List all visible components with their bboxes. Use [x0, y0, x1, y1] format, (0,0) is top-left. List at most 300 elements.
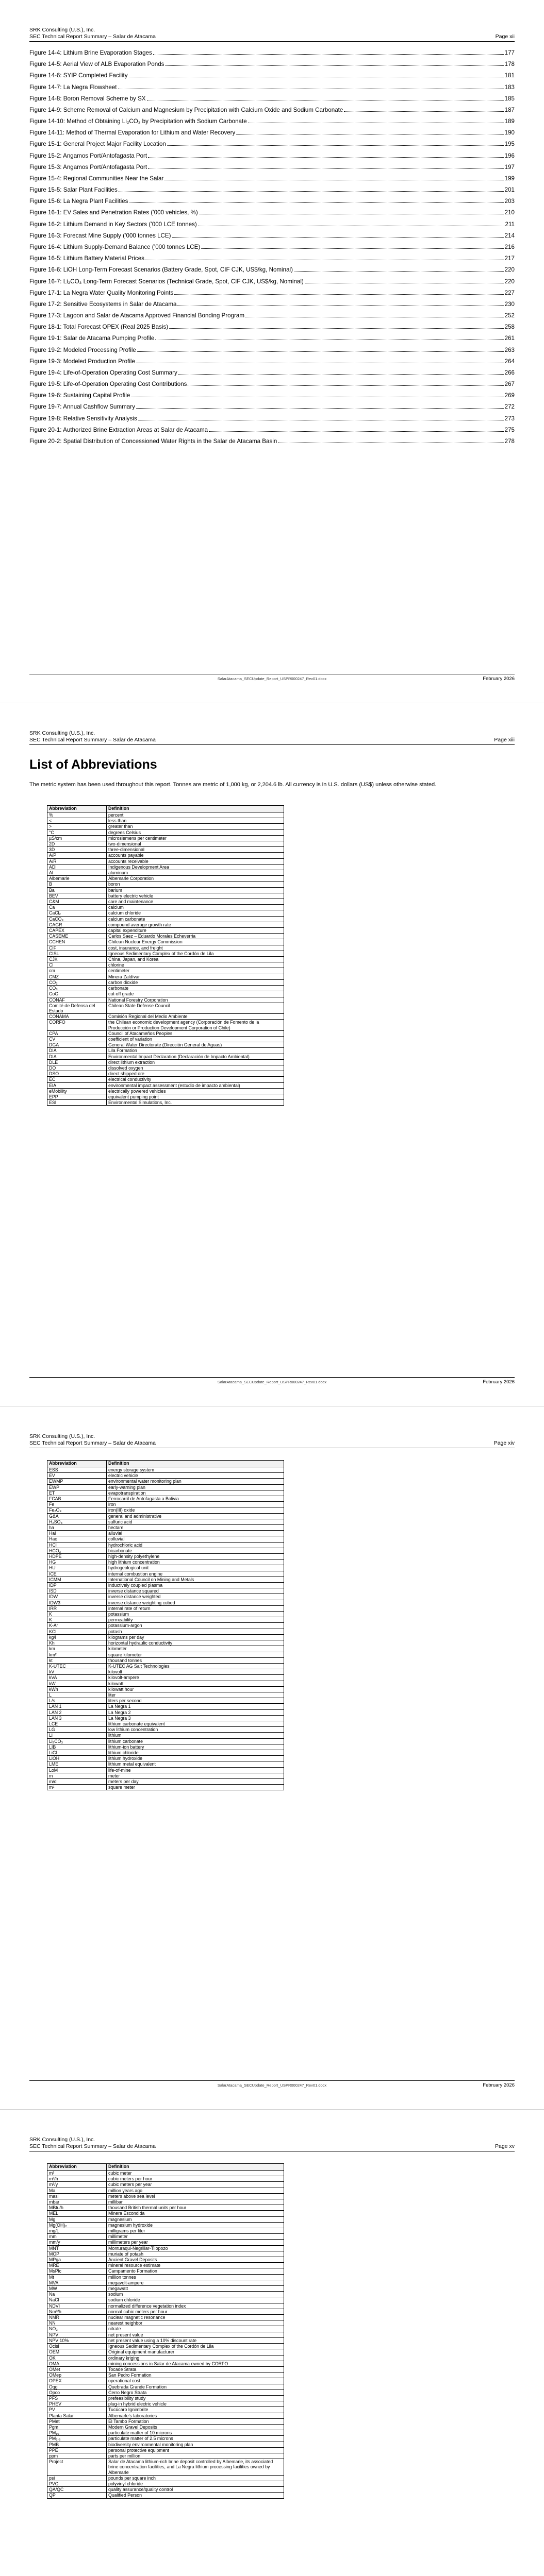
- definition-cell: inverse distance weighted: [107, 1594, 284, 1600]
- figure-list-item[interactable]: [29, 321, 515, 333]
- table-row: [47, 1663, 284, 1669]
- column-header-abbreviation: Abbreviation: [47, 2164, 107, 2171]
- table-row: [47, 979, 284, 985]
- figure-title: Figure 16-5: Lithium Battery Material Prices: [29, 255, 144, 262]
- table-row: [47, 1686, 284, 1692]
- figure-title: Figure 14-10: Method of Obtaining Li₂CO₃ by Precipitation with Sodium Carbonate: [29, 117, 247, 125]
- table-row: [47, 1548, 284, 1553]
- abbreviation-cell: NaCl: [47, 2297, 107, 2303]
- definition-cell: Tocade Strata: [107, 2366, 284, 2372]
- definition-cell: operational cost: [107, 2378, 284, 2384]
- abbreviation-cell: IDW: [47, 1594, 107, 1600]
- table-row: [47, 1042, 284, 1048]
- abbreviation-cell: NMR: [47, 2315, 107, 2320]
- abbreviation-cell: 2D: [47, 841, 107, 847]
- figure-list-item[interactable]: [29, 47, 515, 59]
- abbreviation-cell: G&A: [47, 1513, 107, 1519]
- page-number: Page xii: [495, 33, 515, 40]
- table-row: [47, 2401, 284, 2407]
- figure-page-number: 267: [504, 381, 515, 388]
- figure-page-number: 177: [504, 49, 515, 56]
- abbreviation-cell: Hal: [47, 1531, 107, 1536]
- figure-title: Figure 16-3: Forecast Mine Supply (’000 tonnes LCE): [29, 232, 171, 239]
- definition-cell: meters above sea level: [107, 2193, 284, 2199]
- abbreviation-cell: Mg: [47, 2216, 107, 2222]
- figure-title: Figure 15-5: Salar Plant Facilities: [29, 187, 118, 194]
- table-row: [47, 1733, 284, 1738]
- definition-cell: iron: [107, 1502, 284, 1507]
- figure-list-item[interactable]: [29, 264, 515, 276]
- definition-cell: inverse distance weighting cubed: [107, 1600, 284, 1605]
- table-row: [47, 2205, 284, 2211]
- table-row: [47, 905, 284, 910]
- table-row: [47, 2430, 284, 2436]
- abbreviation-cell: CO₃: [47, 986, 107, 991]
- figure-list-item[interactable]: [29, 105, 515, 116]
- figure-list-item[interactable]: [29, 425, 515, 436]
- figure-list-item[interactable]: [29, 253, 515, 264]
- abbreviation-cell: A/R: [47, 858, 107, 864]
- abbreviation-cell: IRR: [47, 1605, 107, 1611]
- abbreviation-cell: CO₂: [47, 979, 107, 985]
- abbreviation-cell: DGA: [47, 1042, 107, 1048]
- abbreviation-cell: CONAMA: [47, 1014, 107, 1020]
- definition-cell: centimeter: [107, 968, 284, 974]
- table-row: [47, 2176, 284, 2182]
- abbreviation-cell: kV: [47, 1669, 107, 1675]
- abbreviation-cell: PMB: [47, 2442, 107, 2447]
- column-header-abbreviation: Abbreviation: [47, 806, 107, 812]
- report-title: SEC Technical Report Summary – Salar de Atacama: [29, 2143, 156, 2149]
- figure-page-number: 189: [504, 117, 515, 125]
- table-row: [47, 812, 284, 818]
- abbreviation-cell: OMet: [47, 2366, 107, 2372]
- definition-cell: magnesium hydroxide: [107, 2222, 284, 2228]
- figure-list-item[interactable]: [29, 59, 515, 70]
- leader-dots: [136, 408, 504, 409]
- figure-list-item[interactable]: [29, 173, 515, 184]
- definition-cell: Albemarle’s laboratories: [107, 2413, 284, 2418]
- definition-cell: calcium carbonate: [107, 916, 284, 922]
- leader-dots: [172, 237, 504, 238]
- table-row: [47, 1479, 284, 1484]
- figure-title: Figure 15-1: General Project Major Facility Location: [29, 141, 166, 148]
- figure-page-number: 273: [504, 415, 515, 422]
- definition-cell: calcium: [107, 905, 284, 910]
- figure-title: Figure 16-4: Lithium Supply-Demand Balance (’000 tonnes LCE): [29, 244, 201, 250]
- table-row: [47, 1036, 284, 1042]
- table-row: [47, 1565, 284, 1571]
- abbreviation-cell: mm/y: [47, 2240, 107, 2245]
- definition-cell: lithium hydroxide: [107, 1756, 284, 1761]
- definition-cell: kilograms per day: [107, 1634, 284, 1640]
- definition-cell: biodiversity environmental monitoring plan: [107, 2442, 284, 2447]
- definition-cell: nuclear magnetic resonance: [107, 2315, 284, 2320]
- abbreviation-cell: L: [47, 1692, 107, 1698]
- figure-list-item[interactable]: [29, 82, 515, 93]
- figure-title: Figure 19-3: Modeled Production Profile: [29, 358, 135, 365]
- figure-list-item[interactable]: [29, 379, 515, 390]
- column-header-abbreviation: Abbreviation: [47, 1461, 107, 1467]
- table-row: [47, 864, 284, 870]
- definition-cell: meter: [107, 1773, 284, 1778]
- figure-list-item[interactable]: [29, 139, 515, 150]
- figure-list-item[interactable]: [29, 287, 515, 299]
- abbreviation-cell: NDVI: [47, 2303, 107, 2309]
- figure-list-item[interactable]: [29, 116, 515, 127]
- table-row: [47, 1077, 284, 1082]
- definition-cell: potash: [107, 1629, 284, 1634]
- definition-cell: Qualified Person: [107, 2493, 284, 2498]
- definition-cell: Salar de Atacama lithium-rich brine deposit controlled by Albemarle, its associated brine concentration facilities, and La Negra lithium processing facilities owned by Albemarle: [107, 2459, 284, 2476]
- table-row: [47, 2481, 284, 2486]
- table-row: [47, 1675, 284, 1681]
- table-row: [47, 1583, 284, 1588]
- abbreviation-cell: eMobility: [47, 1088, 107, 1094]
- figure-title: Figure 18-1: Total Forecast OPEX (Real 2025 Basis): [29, 324, 169, 331]
- definition-cell: environmental water monitoring plan: [107, 1479, 284, 1484]
- abbreviation-cell: DSO: [47, 1071, 107, 1077]
- abbreviation-cell: CISL: [47, 951, 107, 956]
- abbreviation-cell: Cl: [47, 962, 107, 968]
- definition-cell: high-density polyethylene: [107, 1554, 284, 1560]
- abbreviation-cell: CONAF: [47, 997, 107, 1003]
- definition-cell: battery electric vehicle: [107, 893, 284, 899]
- abbreviation-cell: MW: [47, 2286, 107, 2292]
- figure-page-number: 201: [504, 187, 515, 194]
- table-row: [47, 945, 284, 951]
- abbreviation-cell: CAPEX: [47, 928, 107, 934]
- table-row: [47, 893, 284, 899]
- abbreviation-cell: CoG: [47, 991, 107, 997]
- figure-list-item[interactable]: [29, 242, 515, 253]
- definition-cell: direct lithium extraction: [107, 1059, 284, 1065]
- abbreviation-table: [47, 2163, 284, 2499]
- definition-cell: Environmental Simulations, Inc.: [107, 1100, 284, 1106]
- abbreviation-cell: Ocisl: [47, 2344, 107, 2349]
- definition-cell: permeability: [107, 1617, 284, 1623]
- figure-list-item[interactable]: [29, 70, 515, 81]
- abbreviation-cell: Al: [47, 870, 107, 876]
- definition-cell: square kilometer: [107, 1652, 284, 1657]
- table-row: [47, 2188, 284, 2193]
- figure-page-number: 220: [504, 266, 515, 274]
- figure-page-number: 195: [504, 141, 515, 148]
- table-row: [47, 1767, 284, 1773]
- report-page: [0, 2110, 544, 2576]
- definition-cell: La Negra 3: [107, 1715, 284, 1721]
- abbreviation-cell: LG: [47, 1727, 107, 1733]
- table-row: [47, 841, 284, 847]
- footer-date: February 2026: [483, 1379, 515, 1385]
- abbreviation-cell: EWMP: [47, 1479, 107, 1484]
- definition-cell: Council of Atacameños Peoples: [107, 1030, 284, 1036]
- figure-list-item[interactable]: [29, 184, 515, 196]
- abbreviation-table: [47, 805, 284, 1106]
- figure-list-item[interactable]: [29, 367, 515, 379]
- figure-title: Figure 16-6: LiOH Long-Term Forecast Scenarios (Battery Grade, Spot, CIF CJK, US$/kg, Nominal): [29, 266, 293, 274]
- abbreviation-cell: m³: [47, 2171, 107, 2176]
- table-row: [47, 1571, 284, 1577]
- definition-cell: quality assurance/quality control: [107, 2487, 284, 2493]
- table-row: [47, 2389, 284, 2395]
- figure-title: Figure 15-6: La Negra Plant Facilities: [29, 198, 128, 205]
- definition-cell: normal cubic meters per hour: [107, 2309, 284, 2314]
- table-row: [47, 2297, 284, 2303]
- figure-page-number: 181: [504, 72, 515, 79]
- table-row: [47, 2372, 284, 2378]
- abbreviation-cell: ISD: [47, 1588, 107, 1594]
- abbreviation-cell: EC: [47, 1077, 107, 1082]
- definition-cell: particulate matter of 10 microns: [107, 2430, 284, 2436]
- table-row: [47, 1467, 284, 1473]
- definition-cell: electrical conductivity: [107, 1077, 284, 1082]
- abbreviation-cell: MVA: [47, 2280, 107, 2285]
- abbreviation-cell: NPV 10%: [47, 2337, 107, 2343]
- company-name: SRK Consulting (U.S.), Inc.: [29, 1433, 95, 1439]
- definition-cell: National Forestry Corporation: [107, 997, 284, 1003]
- abbreviation-cell: Kh: [47, 1640, 107, 1646]
- footer-filename: SalarAtacama_SECUpdate_Report_USPR000247_Rev01.docx: [217, 676, 327, 681]
- figure-title: Figure 19-5: Life-of-Operation Operating Cost Contributions: [29, 381, 187, 388]
- definition-cell: La Negra 1: [107, 1704, 284, 1709]
- table-row: [47, 2413, 284, 2418]
- definition-cell: millimeter: [107, 2234, 284, 2240]
- figure-title: Figure 19-1: Salar de Atacama Pumping Profile: [29, 335, 155, 342]
- figure-page-number: 217: [504, 255, 515, 262]
- section-intro: The metric system has been used throughout this report. Tonnes are metric of 1,000 kg, or 2,204.6 lb. All currency is in U.S. dollars (US$) unless otherwise stated.: [29, 782, 437, 788]
- table-row: [47, 876, 284, 882]
- definition-cell: chlorine: [107, 962, 284, 968]
- table-row: [47, 1054, 284, 1059]
- leader-dots: [344, 111, 503, 112]
- table-row: [47, 974, 284, 979]
- figure-list-item[interactable]: [29, 401, 515, 413]
- abbreviation-cell: ha: [47, 1525, 107, 1531]
- abbreviation-cell: EV: [47, 1473, 107, 1479]
- abbreviation-cell: Mt: [47, 2274, 107, 2280]
- table-row: [47, 824, 284, 829]
- abbreviation-cell: Hac: [47, 1536, 107, 1542]
- figure-list-item[interactable]: [29, 93, 515, 105]
- figure-page-number: 258: [504, 324, 515, 331]
- abbreviation-cell: mbar: [47, 2199, 107, 2205]
- table-row: [47, 858, 284, 864]
- definition-cell: Lila Formation: [107, 1048, 284, 1054]
- abbreviation-cell: ICMM: [47, 1577, 107, 1582]
- figure-title: Figure 17-1: La Negra Water Quality Monitoring Points: [29, 289, 174, 296]
- table-row: [47, 916, 284, 922]
- figure-title: Figure 19-7: Annual Cashflow Summary: [29, 403, 135, 411]
- abbreviation-cell: K: [47, 1612, 107, 1617]
- definition-cell: life-of-mine: [107, 1767, 284, 1773]
- table-row: [47, 1014, 284, 1020]
- abbreviation-cell: mm: [47, 2234, 107, 2240]
- definition-cell: meters per day: [107, 1778, 284, 1784]
- definition-cell: mining concessions in Salar de Atacama owned by CORFO: [107, 2361, 284, 2366]
- definition-cell: percent: [107, 812, 284, 818]
- definition-cell: carbonate: [107, 986, 284, 991]
- figure-page-number: 190: [504, 129, 515, 137]
- figure-list-item[interactable]: [29, 127, 515, 139]
- figure-page-number: 214: [504, 232, 515, 239]
- abbreviation-cell: NPV: [47, 2332, 107, 2337]
- definition-cell: megavolt-ampere: [107, 2280, 284, 2285]
- definition-cell: kilovolt-ampere: [107, 1675, 284, 1681]
- table-row: [47, 2222, 284, 2228]
- figure-list-item[interactable]: [29, 356, 515, 367]
- table-row: [47, 818, 284, 824]
- figure-list-item[interactable]: [29, 345, 515, 356]
- table-row: [47, 2447, 284, 2453]
- definition-cell: electrically powered vehicles: [107, 1088, 284, 1094]
- figure-list-item[interactable]: [29, 299, 515, 310]
- figure-list-item[interactable]: [29, 276, 515, 287]
- definition-cell: colluvial: [107, 1536, 284, 1542]
- abbreviation-cell: LAN 1: [47, 1704, 107, 1709]
- abbreviation-cell: DIA: [47, 1054, 107, 1059]
- table-row: [47, 2240, 284, 2245]
- abbreviation-cell: OEM: [47, 2349, 107, 2355]
- table-row: [47, 2475, 284, 2481]
- section-title: List of Abbreviations: [29, 757, 157, 772]
- definition-cell: cost, insurance, and freight: [107, 945, 284, 951]
- table-row: [47, 2326, 284, 2332]
- abbreviation-cell: ESS: [47, 1467, 107, 1473]
- definition-cell: cubic meter: [107, 2171, 284, 2176]
- figure-list-item[interactable]: [29, 413, 515, 425]
- table-row: [47, 1030, 284, 1036]
- figure-title: Figure 19-4: Life-of-Operation Operating Cost Summary: [29, 369, 177, 376]
- table-row: [47, 1020, 284, 1030]
- abbreviation-cell: Na: [47, 2292, 107, 2297]
- figure-page-number: 227: [504, 289, 515, 296]
- leader-dots: [137, 351, 504, 352]
- abbreviation-cell: BEV: [47, 893, 107, 899]
- abbreviation-cell: Li: [47, 1733, 107, 1738]
- table-row: [47, 1065, 284, 1071]
- abbreviation-cell: Opco: [47, 2389, 107, 2395]
- definition-cell: barium: [107, 887, 284, 893]
- abbreviation-cell: PVC: [47, 2481, 107, 2486]
- report-title: SEC Technical Report Summary – Salar de Atacama: [29, 737, 156, 743]
- abbreviation-cell: HCO₃: [47, 1548, 107, 1553]
- figure-list-item[interactable]: [29, 219, 515, 230]
- definition-cell: inductively coupled plasma: [107, 1583, 284, 1588]
- definition-cell: lithium: [107, 1733, 284, 1738]
- abbreviation-cell: MBtu/h: [47, 2205, 107, 2211]
- abbreviation-cell: °C: [47, 829, 107, 835]
- figure-title: Figure 16-2: Lithium Demand in Key Sectors (’000 LCE tonnes): [29, 221, 197, 228]
- definition-cell: magnesium: [107, 2216, 284, 2222]
- table-row: [47, 2268, 284, 2274]
- figure-title: Figure 16-1: EV Sales and Penetration Rates (’000 vehicles, %): [29, 209, 198, 216]
- figure-list-item[interactable]: [29, 436, 515, 447]
- table-row: [47, 1617, 284, 1623]
- figure-list-item[interactable]: [29, 150, 515, 162]
- abbreviation-cell: OMA: [47, 2361, 107, 2366]
- definition-cell: liter: [107, 1692, 284, 1698]
- abbreviation-cell: psi: [47, 2475, 107, 2481]
- definition-cell: hectare: [107, 1525, 284, 1531]
- figure-list-item[interactable]: [29, 333, 515, 344]
- definition-cell: early-warning plan: [107, 1484, 284, 1490]
- definition-cell: mineral resource estimate: [107, 2263, 284, 2268]
- abbreviation-cell: CaCO₃: [47, 916, 107, 922]
- definition-cell: Chilean State Defense Council: [107, 1003, 284, 1013]
- figure-list-item[interactable]: [29, 207, 515, 218]
- definition-cell: K-UTEC AG Salt Technologies: [107, 1663, 284, 1669]
- figure-title: Figure 14-4: Lithium Brine Evaporation Stages: [29, 49, 152, 56]
- table-row: [47, 1785, 284, 1790]
- figure-list-item[interactable]: [29, 230, 515, 242]
- table-row: [47, 968, 284, 974]
- abbreviation-cell: K-Ar: [47, 1623, 107, 1629]
- definition-cell: International Council on Mining and Metals: [107, 1577, 284, 1582]
- figure-title: Figure 14-5: Aerial View of ALB Evaporation Ponds: [29, 61, 164, 68]
- abbreviation-cell: m³/h: [47, 2176, 107, 2182]
- figure-list-item[interactable]: [29, 196, 515, 207]
- definition-cell: Igneous Sedimentary Complex of the Cordón de Lila: [107, 951, 284, 956]
- page-header: [29, 730, 515, 743]
- figure-title: Figure 20-1: Authorized Brine Extraction Areas at Salar de Atacama: [29, 426, 208, 433]
- figure-list-item[interactable]: [29, 310, 515, 321]
- abbreviation-cell: kt: [47, 1657, 107, 1663]
- footer-filename: SalarAtacama_SECUpdate_Report_USPR000247_Rev01.docx: [217, 2083, 327, 2088]
- figure-page-number: 216: [504, 244, 515, 250]
- table-row: [47, 1692, 284, 1698]
- definition-cell: Carlos Saez – Eduardo Morales Echeverria: [107, 934, 284, 939]
- definition-cell: Environmental Impact Declaration (Declaración de Impacto Ambiental): [107, 1054, 284, 1059]
- abbreviation-cell: CIF: [47, 945, 107, 951]
- definition-cell: parts per million: [107, 2453, 284, 2459]
- definition-cell: Quebrada Grande Formation: [107, 2384, 284, 2389]
- table-row: [47, 1704, 284, 1709]
- figure-title: Figure 15-4: Regional Communities Near the Salar: [29, 175, 164, 182]
- table-row: [47, 2442, 284, 2447]
- table-row: [47, 1773, 284, 1778]
- figure-list-item[interactable]: [29, 162, 515, 173]
- figure-page-number: 269: [504, 392, 515, 399]
- definition-cell: Minera Zaldívar: [107, 974, 284, 979]
- figure-title: Figure 17-2: Sensitive Ecosystems in Salar de Atacama: [29, 300, 177, 308]
- definition-cell: kilowatt: [107, 1681, 284, 1686]
- table-row: [47, 2395, 284, 2401]
- figure-title: Figure 14-8: Boron Removal Scheme by SX: [29, 95, 146, 102]
- footer-filename: SalarAtacama_SECUpdate_Report_USPR000247_Rev01.docx: [217, 1380, 327, 1384]
- abbreviation-cell: HCl: [47, 1542, 107, 1548]
- table-row: [47, 1542, 284, 1548]
- definition-cell: lithium carbonate equivalent: [107, 1721, 284, 1726]
- abbreviation-cell: km: [47, 1646, 107, 1652]
- figure-list-item[interactable]: [29, 390, 515, 401]
- abbreviation-cell: FCAB: [47, 1496, 107, 1502]
- figure-page-number: 187: [504, 106, 515, 113]
- definition-cell: Minera Escondida: [107, 2211, 284, 2216]
- definition-cell: two-dimensional: [107, 841, 284, 847]
- figure-page-number: 183: [504, 83, 515, 91]
- table-row: [47, 957, 284, 962]
- table-row: [47, 2228, 284, 2234]
- table-row: [47, 1778, 284, 1784]
- figure-page-number: 264: [504, 358, 515, 365]
- column-header-definition: Definition: [107, 2164, 284, 2171]
- table-row: [47, 2453, 284, 2459]
- abbreviation-cell: km²: [47, 1652, 107, 1657]
- definition-cell: dissolved oxygen: [107, 1065, 284, 1071]
- table-row: [47, 2245, 284, 2251]
- figure-page-number: 261: [504, 335, 515, 342]
